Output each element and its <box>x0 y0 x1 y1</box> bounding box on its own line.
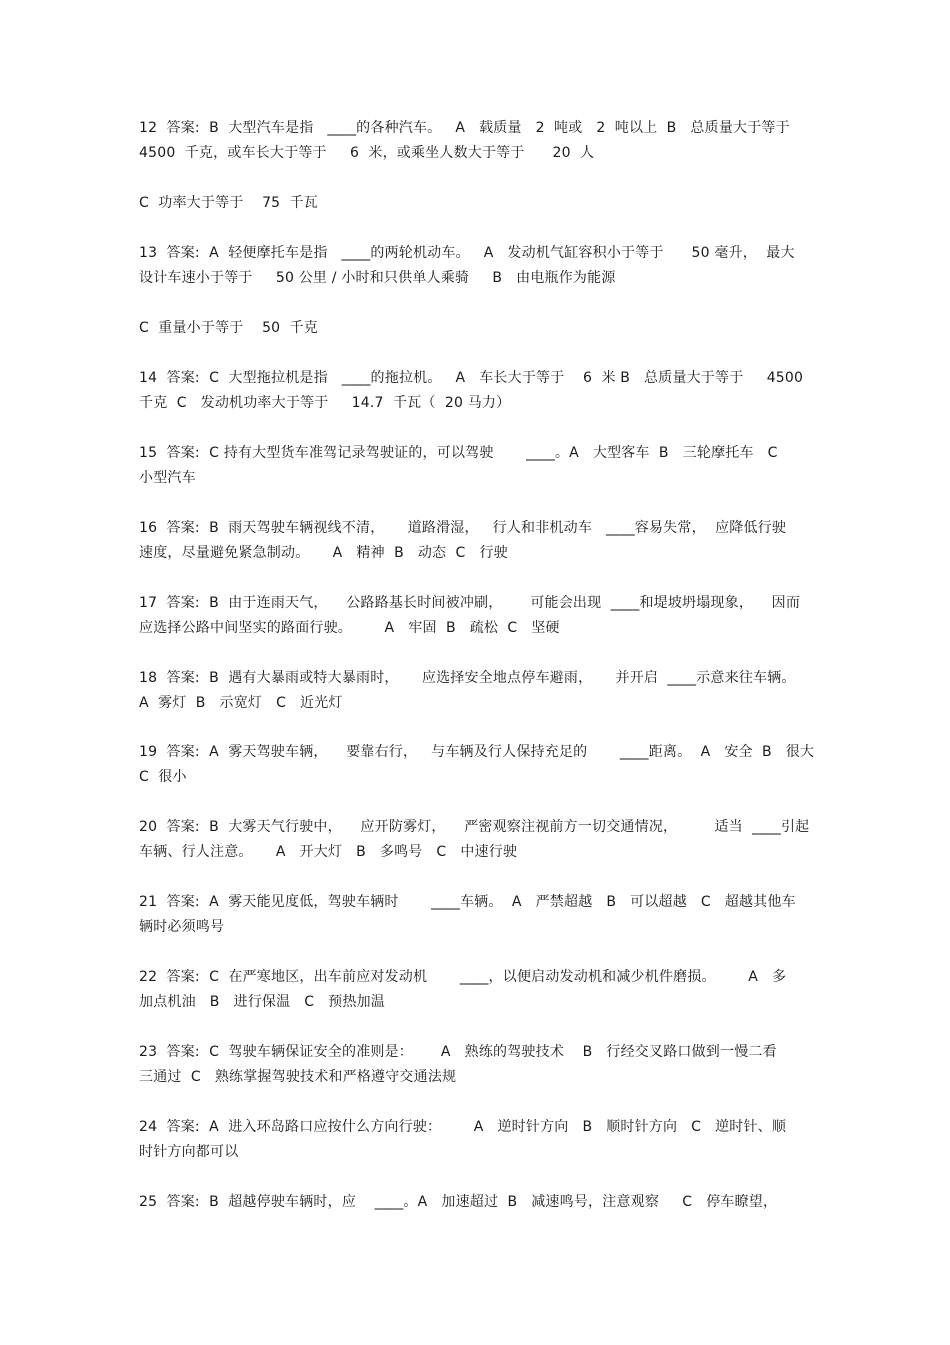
text-line: 小型汽车 <box>139 470 196 486</box>
text-line: 22 答案: C 在严寒地区，出车前应对发动机 ____，以便启动发动机和减少机件磨损。 A 多 <box>139 969 787 985</box>
text-line: A 雾灯 B 示宽灯 C 近光灯 <box>139 695 343 711</box>
text-line: 17 答案: B 由于连雨天气， 公路路基长时间被冲刷， 可能会出现 ____和堤坡坍塌现象， 因而 <box>139 595 801 611</box>
text-line: 4500 千克，或车长大于等于 6 米，或乘坐人数大于等于 20 人 <box>139 145 595 161</box>
text-line: C 功率大于等于 75 千瓦 <box>139 195 318 211</box>
text-line: 18 答案: B 遇有大暴雨或特大暴雨时， 应选择安全地点停车避雨， 并开启 ____示意来往车辆。 <box>139 670 796 686</box>
text-line: 加点机油 B 进行保温 C 预热加温 <box>139 994 385 1010</box>
text-line: 16 答案: B 雨天驾驶车辆视线不清， 道路滑湿， 行人和非机动车 ____容易失常， 应降低行驶 <box>139 520 787 536</box>
text-line: 23 答案: C 驾驶车辆保证安全的准则是： A 熟练的驾驶技术 B 行经交叉路口做到一慢二看 <box>139 1044 777 1060</box>
text-line: 时针方向都可以 <box>139 1144 239 1160</box>
text-line: 24 答案: A 进入环岛路口应按什么方向行驶： A 逆时针方向 B 顺时针方向 C 逆时针、顺 <box>139 1119 787 1135</box>
text-line: 速度，尽量避免紧急制动。 A 精神 B 动态 C 行驶 <box>139 545 508 561</box>
text-line: 12 答案: B 大型汽车是指 ____的各种汽车。 A 载质量 2 吨或 2 吨以上 B 总质量大于等于 <box>139 120 790 136</box>
text-line: 20 答案: B 大雾天气行驶中， 应开防雾灯， 严密观察注视前方一切交通情况， 适当 ____引起 <box>139 819 810 835</box>
text-line: 15 答案: C 持有大型货车准驾记录驾驶证的，可以驾驶 ____。A 大型客车 B 三轮摩托车 C <box>139 445 778 461</box>
text-line: C 重量小于等于 50 千克 <box>139 320 318 336</box>
text-line: C 很小 <box>139 769 187 785</box>
text-line: 千克 C 发动机功率大于等于 14.7 千瓦（ 20 马力） <box>139 395 511 411</box>
text-line: 25 答案: B 超越停驶车辆时，应 ____。A 加速超过 B 减速鸣号，注意观察 C 停车瞭望， <box>139 1194 778 1210</box>
text-line: 13 答案: A 轻便摩托车是指 ____的两轮机动车。 A 发动机气缸容积小于等于 50 毫升， 最大 <box>139 245 795 261</box>
text-line: 设计车速小于等于 50 公里 / 小时和只供单人乘骑 B 由电瓶作为能源 <box>139 270 616 286</box>
text-line: 21 答案: A 雾天能见度低，驾驶车辆时 ____车辆。 A 严禁超越 B 可以超越 C 超越其他车 <box>139 894 796 910</box>
text-line: 14 答案: C 大型拖拉机是指 ____的拖拉机。 A 车长大于等于 6 米 B 总质量大于等于 4500 <box>139 370 804 386</box>
text-line: 19 答案: A 雾天驾驶车辆， 要靠右行， 与车辆及行人保持充足的 ____距离。 A 安全 B 很大 <box>139 744 815 760</box>
text-line: 辆时必须鸣号 <box>139 919 225 935</box>
text-line: 应选择公路中间坚实的路面行驶。 A 牢固 B 疏松 C 坚硬 <box>139 620 560 636</box>
text-line: 车辆、行人注意。 A 开大灯 B 多鸣号 C 中速行驶 <box>139 844 518 860</box>
text-line: 三通过 C 熟练掌握驾驶技术和严格遵守交通法规 <box>139 1069 457 1085</box>
